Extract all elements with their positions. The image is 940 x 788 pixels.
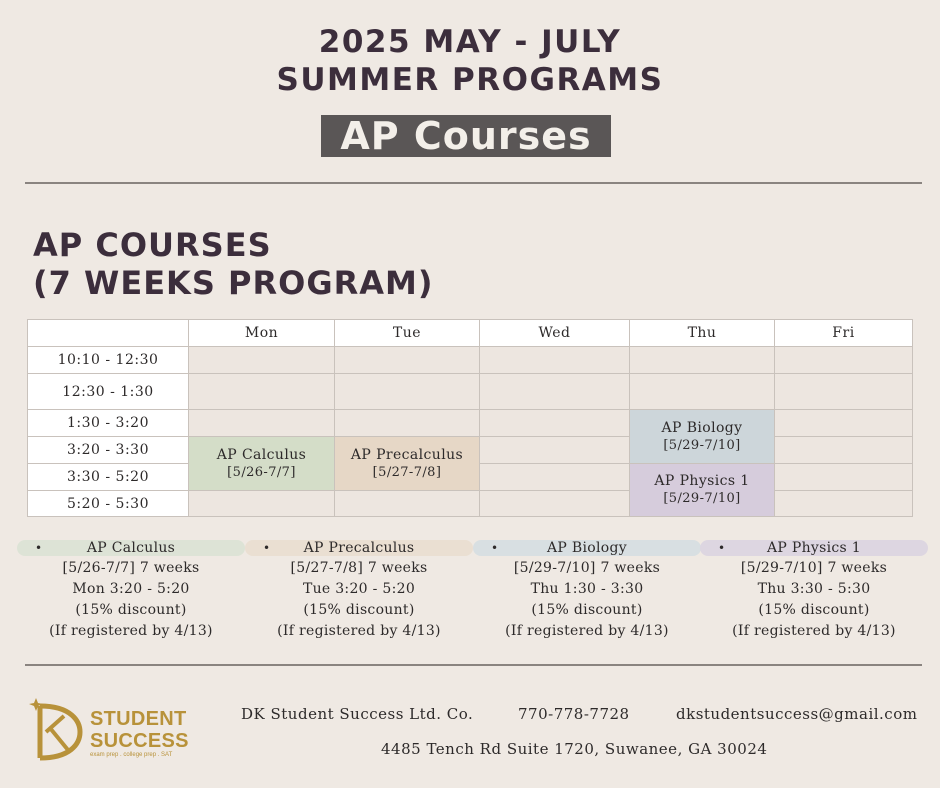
block-dates: [5/29-7/10] [663,437,741,453]
schedule-cell [188,373,335,410]
schedule-cell [774,346,913,374]
course-name: AP Calculus [86,539,176,556]
dk-student-success-logo [28,698,198,764]
course-time: Mon 3:20 - 5:20 [72,581,190,597]
block-name: AP Physics 1 [654,473,750,489]
course-dates: [5/29-7/10] 7 weeks [740,560,888,576]
section-title-line1: AP COURSES [33,226,272,264]
course-name: AP Physics 1 [767,539,861,556]
street-address: 4485 Tench Rd Suite 1720, Suwanee, GA 30024 [381,740,768,758]
logo-text-line1: STUDENT [90,708,187,730]
block-dates: [5/27-7/8] [372,464,442,480]
schedule-block-ap-physics-1[interactable] [629,463,775,517]
course-info-ap-precalculus [245,538,473,642]
phone-number[interactable]: 770-778-7728 [518,705,630,723]
course-name-pill [473,540,701,556]
course-discount: (15% discount) [531,602,643,618]
time-slot: 3:20 - 3:30 [27,436,189,464]
course-time: Thu 1:30 - 3:30 [530,581,644,597]
day-header-mon: Mon [188,319,335,347]
email-address[interactable]: dkstudentsuccess@gmail.com [676,705,918,723]
course-note: (If registered by 4/13) [505,623,669,639]
time-slot: 1:30 - 3:20 [27,409,189,437]
course-info-ap-calculus [17,538,245,642]
block-name: AP Precalculus [350,446,464,463]
schedule-cell [774,373,913,410]
schedule-table [27,319,913,517]
day-header-thu: Thu [629,319,775,347]
course-dates: [5/26-7/7] 7 weeks [62,560,200,576]
course-name-pill [17,540,245,556]
bullet-icon: • [263,540,271,555]
bullet-icon: • [718,540,726,555]
block-dates: [5/29-7/10] [663,491,741,506]
course-discount: (15% discount) [758,602,870,618]
schedule-cell [774,436,913,464]
bottom-divider [25,664,922,666]
course-time: Thu 3:30 - 5:30 [757,581,871,597]
time-slot: 5:20 - 5:30 [27,490,189,517]
schedule-block-ap-calculus[interactable] [188,436,335,491]
course-discount: (15% discount) [75,602,187,618]
schedule-cell [188,490,335,517]
course-name-pill [245,540,473,556]
logo-text-line2: SUCCESS [90,730,189,752]
course-time: Tue 3:20 - 5:20 [302,581,416,597]
course-name-pill [700,540,928,556]
header-title-line1: 2025 MAY - JULY [318,24,622,60]
logo-tagline: exam prep . college prep . SAT [90,752,173,758]
course-info-ap-physics-1 [700,538,928,642]
schedule-cell [774,409,913,437]
schedule-cell [188,346,335,374]
course-name: AP Precalculus [303,539,415,556]
schedule-cell [479,463,630,491]
course-info-ap-biology [473,538,701,642]
time-slot: 12:30 - 1:30 [27,373,189,410]
schedule-block-ap-biology[interactable] [629,409,775,464]
schedule-cell [479,436,630,464]
schedule-cell [479,409,630,437]
day-header-fri: Fri [774,319,913,347]
schedule-cell [479,490,630,517]
time-slot: 10:10 - 12:30 [27,346,189,374]
schedule-cell [774,490,913,517]
schedule-corner-cell [27,319,189,347]
schedule-cell [334,490,480,517]
day-header-tue: Tue [334,319,480,347]
bullet-icon: • [491,540,499,555]
bullet-icon: • [35,540,43,555]
course-note: (If registered by 4/13) [732,623,896,639]
top-divider [25,182,922,184]
schedule-cell [334,409,480,437]
day-header-wed: Wed [479,319,630,347]
schedule-cell [774,463,913,491]
time-slot: 3:30 - 5:20 [27,463,189,491]
schedule-cell [629,346,775,374]
schedule-cell [479,346,630,374]
course-note: (If registered by 4/13) [277,623,441,639]
course-name: AP Biology [547,539,627,556]
header-badge: AP Courses [321,115,611,157]
block-dates: [5/26-7/7] [227,464,296,480]
schedule-cell [188,409,335,437]
section-title-line2: (7 WEEKS PROGRAM) [33,264,434,302]
course-dates: [5/27-7/8] 7 weeks [290,560,428,576]
course-dates: [5/29-7/10] 7 weeks [513,560,661,576]
header-title-line2: SUMMER PROGRAMS [276,62,664,98]
company-name: DK Student Success Ltd. Co. [241,705,474,723]
schedule-cell [479,373,630,410]
schedule-cell [334,373,480,410]
dk-logo-icon [28,698,88,764]
course-note: (If registered by 4/13) [49,623,213,639]
block-name: AP Calculus [216,446,307,463]
schedule-cell [334,346,480,374]
course-discount: (15% discount) [303,602,415,618]
block-name: AP Biology [661,419,743,436]
schedule-cell [629,373,775,410]
schedule-block-ap-precalculus[interactable] [334,436,480,491]
